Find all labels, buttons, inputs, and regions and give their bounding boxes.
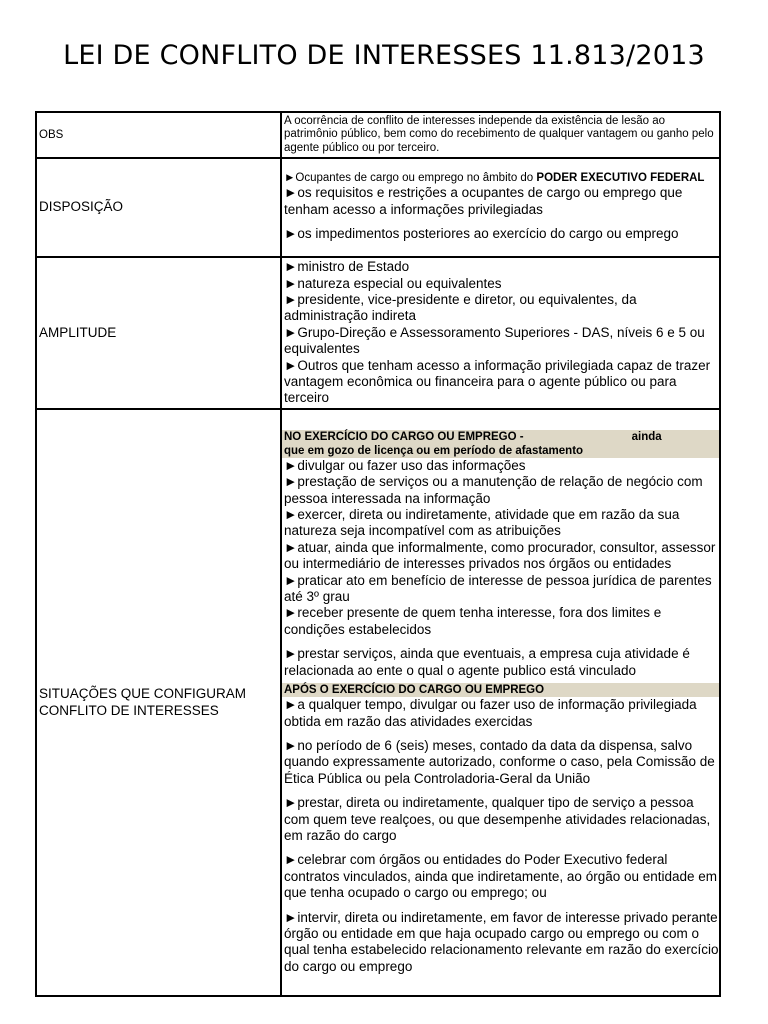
list-item-emphasis: PODER EXECUTIVO FEDERAL [536, 172, 705, 185]
section-header-text: que em gozo de licença ou em período de afastamento [284, 444, 584, 457]
list-item-text: ►Ocupantes de cargo ou emprego no âmbito do [284, 172, 537, 185]
row-label-amplitude: AMPLITUDE [36, 257, 281, 409]
list-item: ►praticar ato em benefício de interesse de pessoa jurídica de parentes até 3º grau [284, 572, 712, 605]
table-row-obs [36, 112, 720, 158]
row-label-disposicao: DISPOSIÇÃO [36, 158, 281, 257]
list-item: ►os requisitos e restrições a ocupantes de cargo ou emprego que tenham acesso a informações privilegiadas [284, 185, 683, 217]
list-item: ►a qualquer tempo, divulgar ou fazer uso de informação privilegiada obtida em razão das atividades exercidas [284, 697, 697, 729]
table-row-situacoes [36, 409, 720, 996]
document-title: LEI DE CONFLITO DE INTERESSES 11.813/2013 [63, 40, 705, 71]
list-item [284, 172, 719, 185]
list-item: ►Grupo-Direção e Assessoramento Superiores - DAS, níveis 6 e 5 ou equivalentes [284, 324, 705, 357]
list-item: ►celebrar com órgãos ou entidades do Poder Executivo federal contratos vinculados, ainda que indiretamente, ao órgão ou entidade em que tenha ocupado o cargo ou emprego; ou [284, 852, 718, 901]
table-row-disposicao [36, 158, 720, 257]
list-item: ►Outros que tenham acesso a informação privilegiada capaz de trazer vantagem econômica ou financeira para o agente público ou para terceiro [284, 357, 711, 406]
list-item: ►no período de 6 (seis) meses, contado da data da dispensa, salvo quando expressamente autorizado, conforme o caso, pela Comissão de Ética Pública ou pela Controladoria-Geral da União [284, 737, 715, 786]
list-item: ►os impedimentos posteriores ao exercício do cargo ou emprego [284, 226, 679, 242]
section-header-exercicio [281, 430, 721, 458]
section-header-text: ainda [631, 430, 662, 443]
list-item: ►receber presente de quem tenha interesse, fora dos limites e condições estabelecidos [284, 605, 662, 637]
list-item: ►atuar, ainda que informalmente, como procurador, consultor, assessor ou intermediário de interesses privados nos órgãos ou entidades [284, 539, 716, 572]
list-item: ►ministro de Estado [284, 259, 410, 275]
list-item: ►presidente, vice-presidente e diretor, ou equivalentes, da administração indireta [284, 291, 637, 324]
row-content-situacoes [281, 409, 720, 996]
list-item: ►intervir, direta ou indiretamente, em favor de interesse privado perante órgão ou entidade em que haja ocupado cargo ou emprego ou com o qual tenha estabelecido relacionamento relevante em razão do exercício do cargo ou emprego [284, 909, 719, 974]
row-content-obs [281, 112, 720, 158]
list-item: ►prestação de serviços ou a manutenção de relação de negócio com pessoa interessada na informação [284, 474, 703, 506]
list-item: ►exercer, direta ou indiretamente, atividade que em razão da sua natureza seja incompatível com as atribuições [284, 507, 680, 539]
list-item: ►natureza especial ou equivalentes [284, 275, 502, 291]
obs-text: A ocorrência de conflito de interesses independe da existência de lesão ao patrimônio público, bem como do recebimento de qualquer vantagem ou ganho pelo agente público ou por terceiro. [284, 115, 714, 154]
section-header-text: NO EXERCÍCIO DO CARGO OU EMPREGO - [284, 430, 524, 443]
list-item: ►prestar, direta ou indiretamente, qualquer tipo de serviço a pessoa com quem teve realçoes, ou que desempenhe atividades relacionadas, em razão do cargo [284, 795, 711, 843]
list-item: ►divulgar ou fazer uso das informações [284, 457, 526, 473]
row-label-obs: OBS [36, 112, 281, 158]
law-summary-table [35, 111, 721, 997]
table-row-amplitude [36, 257, 720, 409]
row-content-disposicao [281, 158, 720, 257]
row-label-situacoes: SITUAÇÕES QUE CONFIGURAM CONFLITO DE INTERESSES [36, 409, 281, 996]
list-item: ►prestar serviços, ainda que eventuais, a empresa cuja atividade é relacionada ao ente o qual o agente publico está vinculado [284, 646, 690, 678]
row-content-amplitude [281, 257, 720, 409]
section-header-apos: APÓS O EXERCÍCIO DO CARGO OU EMPREGO [281, 683, 721, 697]
